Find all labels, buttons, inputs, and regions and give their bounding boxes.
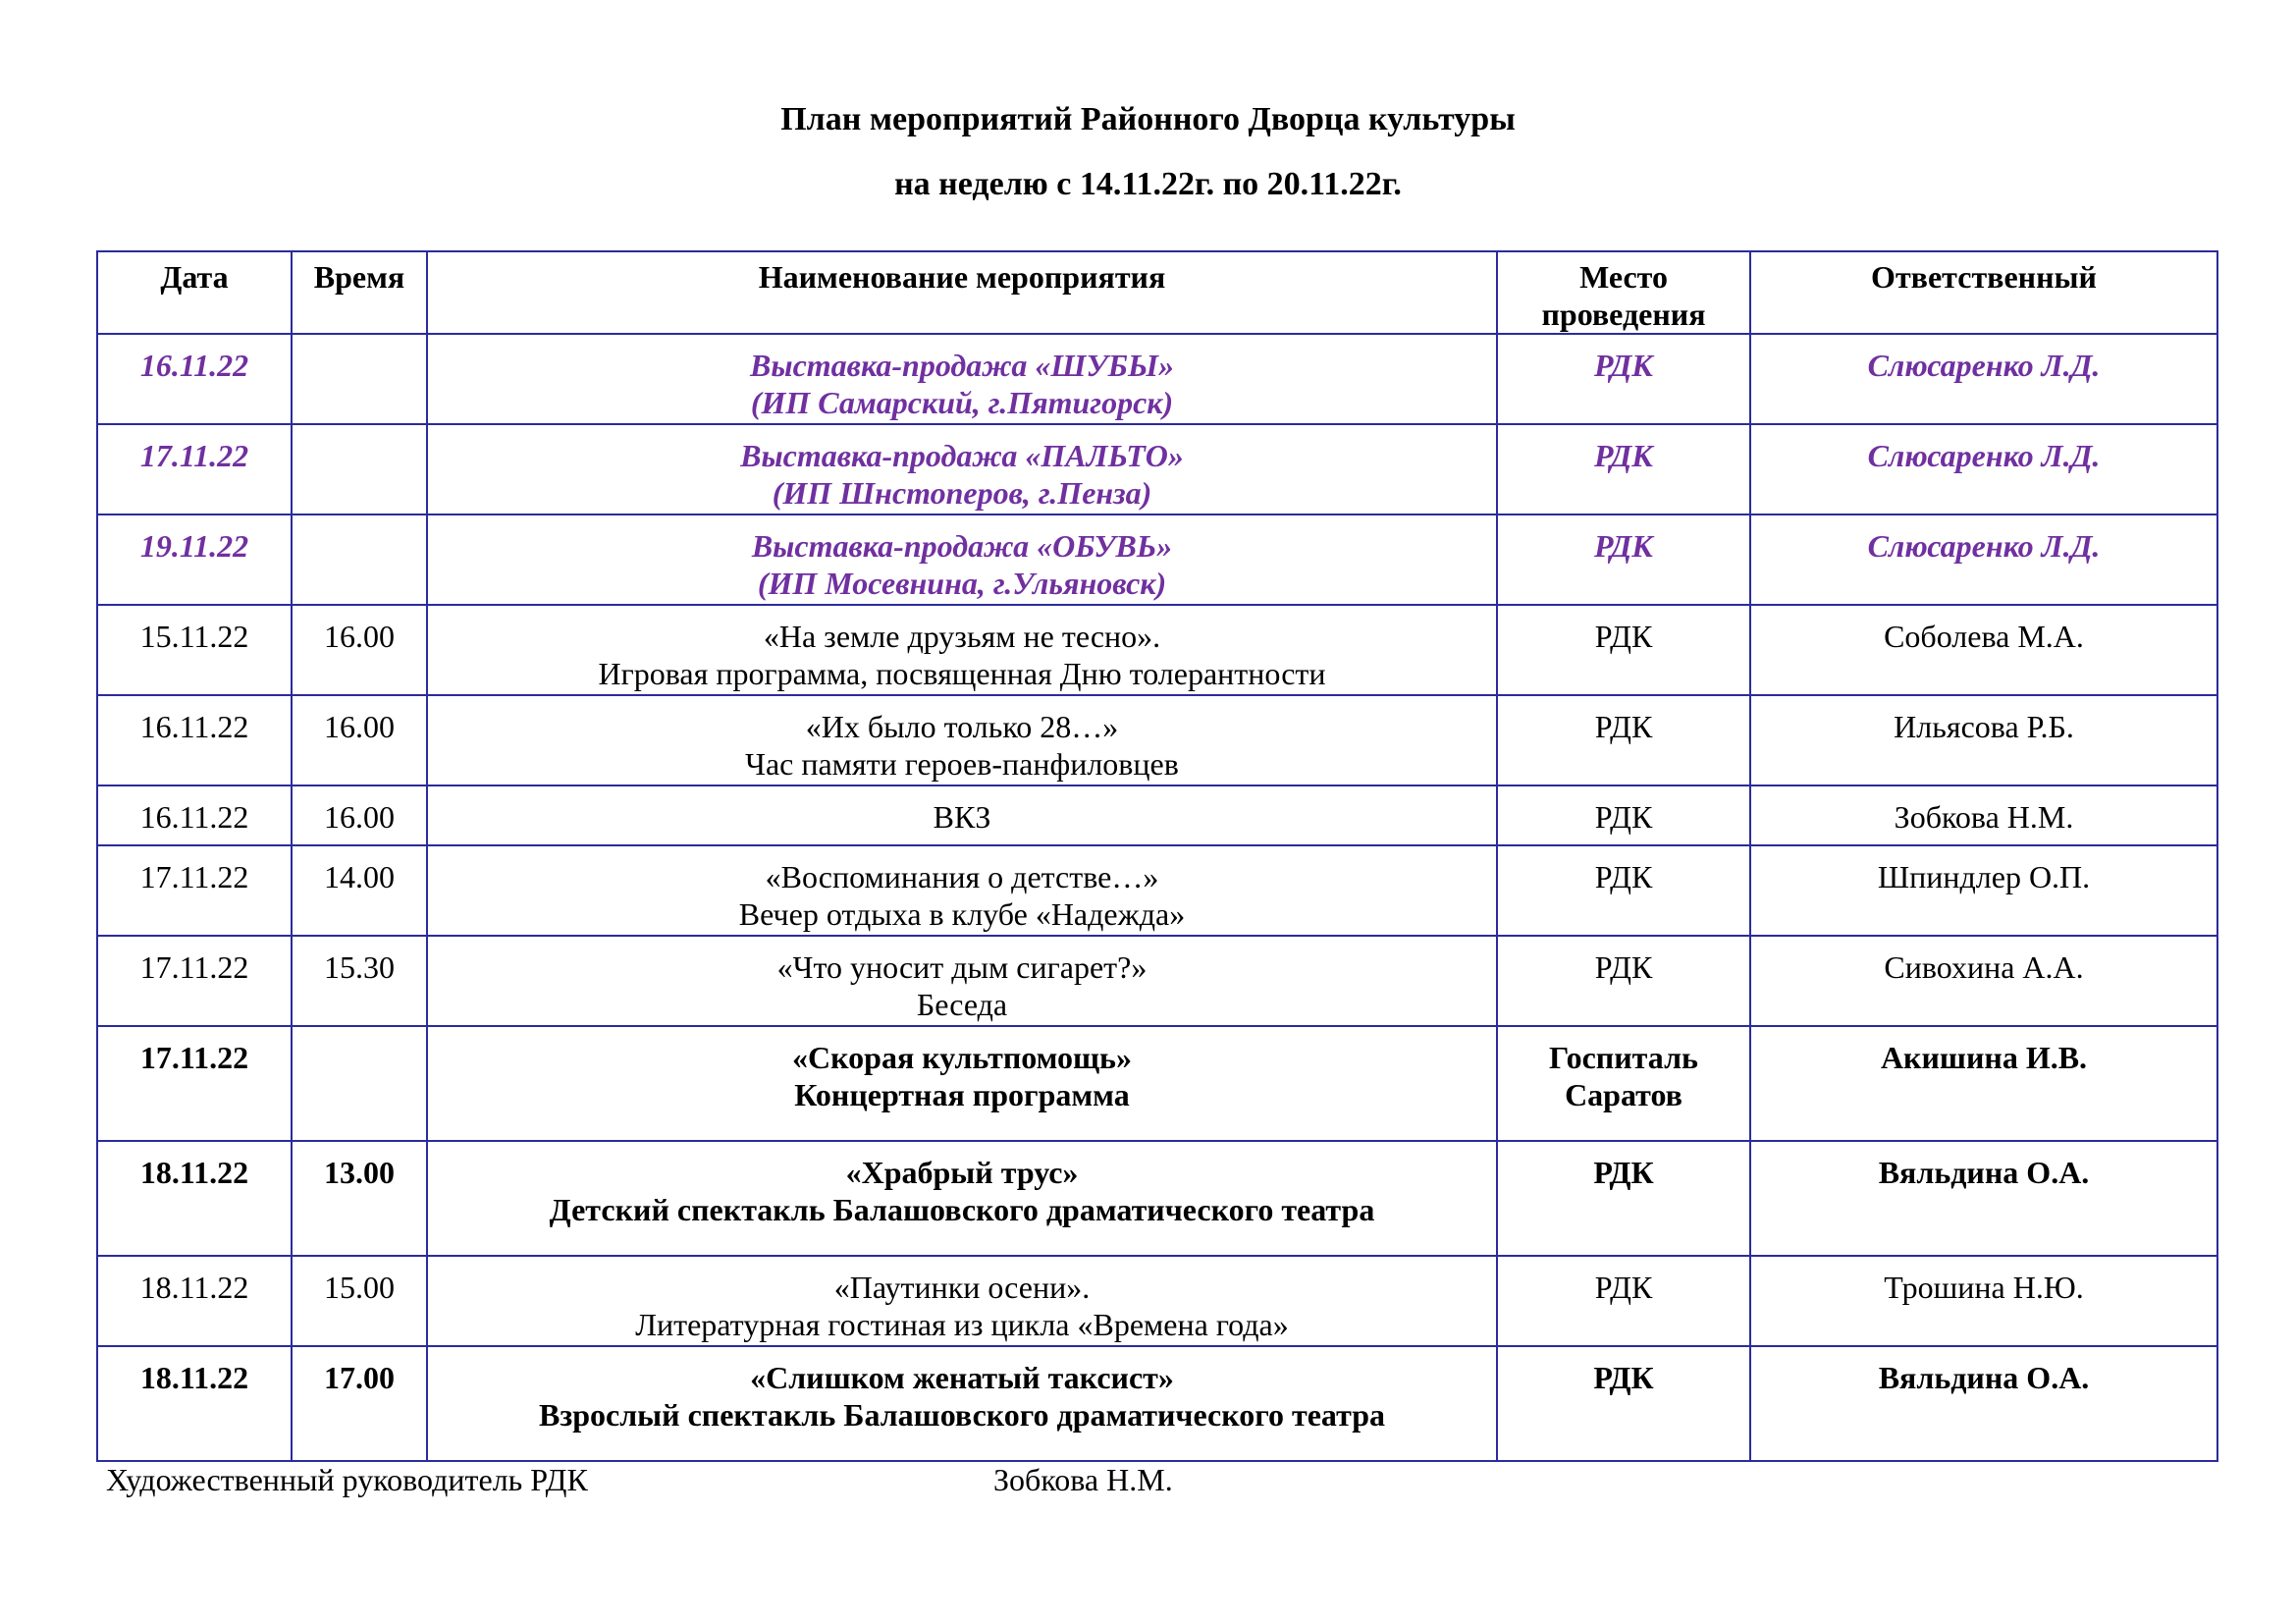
cell-time bbox=[292, 334, 427, 424]
header-time: Время bbox=[292, 251, 427, 334]
cell-date: 17.11.22 bbox=[97, 845, 292, 936]
cell-venue: РДК bbox=[1497, 1256, 1750, 1346]
event-description: Вечер отдыха в клубе «Надежда» bbox=[738, 896, 1186, 932]
event-name: «Паутинки осени». bbox=[833, 1270, 1091, 1305]
cell-event bbox=[427, 605, 1497, 695]
cell-responsible: Сивохина А.А. bbox=[1750, 936, 2217, 1026]
cell-date: 16.11.22 bbox=[97, 785, 292, 845]
event-description: Беседа bbox=[916, 987, 1008, 1022]
cell-time bbox=[292, 1026, 427, 1141]
cell-time: 16.00 bbox=[292, 785, 427, 845]
table-row bbox=[97, 1026, 2217, 1141]
cell-venue: РДК bbox=[1497, 936, 1750, 1026]
table-row bbox=[97, 1256, 2217, 1346]
event-name: Выставка-продажа «ПАЛЬТО» bbox=[740, 438, 1184, 473]
cell-venue: РДК bbox=[1497, 424, 1750, 514]
event-name: ВКЗ bbox=[933, 799, 991, 835]
header-event: Наименование мероприятия bbox=[427, 251, 1497, 334]
cell-date: 17.11.22 bbox=[97, 1026, 292, 1141]
cell-event bbox=[427, 1141, 1497, 1256]
cell-date: 15.11.22 bbox=[97, 605, 292, 695]
cell-event bbox=[427, 785, 1497, 845]
event-description: Концертная программа bbox=[794, 1077, 1130, 1112]
table-header-row bbox=[97, 251, 2217, 334]
cell-event bbox=[427, 845, 1497, 936]
cell-responsible: Слюсаренко Л.Д. bbox=[1750, 334, 2217, 424]
cell-time: 17.00 bbox=[292, 1346, 427, 1461]
event-name: «Что уносит дым сигарет?» bbox=[776, 949, 1148, 985]
event-description: Детский спектакль Балашовского драматического театра bbox=[549, 1192, 1375, 1227]
cell-time: 16.00 bbox=[292, 695, 427, 785]
cell-responsible: Акишина И.В. bbox=[1750, 1026, 2217, 1141]
signature-position: Художественный руководитель РДК bbox=[106, 1462, 588, 1497]
cell-date: 16.11.22 bbox=[97, 334, 292, 424]
events-table bbox=[96, 250, 2218, 1462]
table-row bbox=[97, 605, 2217, 695]
cell-responsible: Вяльдина О.А. bbox=[1750, 1346, 2217, 1461]
header-responsible: Ответственный bbox=[1750, 251, 2217, 334]
document-title: План мероприятий Районного Дворца культуры bbox=[780, 101, 1516, 137]
cell-time bbox=[292, 424, 427, 514]
table-row bbox=[97, 424, 2217, 514]
event-description: (ИП Мосевнина, г.Ульяновск) bbox=[757, 566, 1167, 601]
cell-venue: РДК bbox=[1497, 605, 1750, 695]
cell-date: 18.11.22 bbox=[97, 1256, 292, 1346]
cell-venue: РДК bbox=[1497, 514, 1750, 605]
table-row bbox=[97, 1346, 2217, 1461]
cell-responsible: Зобкова Н.М. bbox=[1750, 785, 2217, 845]
cell-responsible: Ильясова Р.Б. bbox=[1750, 695, 2217, 785]
event-description: Час памяти героев-панфиловцев bbox=[745, 746, 1179, 782]
cell-event bbox=[427, 514, 1497, 605]
cell-responsible: Вяльдина О.А. bbox=[1750, 1141, 2217, 1256]
cell-venue: РДК bbox=[1497, 785, 1750, 845]
table-row bbox=[97, 514, 2217, 605]
cell-responsible: Слюсаренко Л.Д. bbox=[1750, 424, 2217, 514]
header-venue: Место проведения bbox=[1497, 251, 1750, 334]
cell-event bbox=[427, 1346, 1497, 1461]
cell-date: 17.11.22 bbox=[97, 424, 292, 514]
event-name: «Скорая культпомощь» bbox=[792, 1040, 1132, 1075]
table-row bbox=[97, 1141, 2217, 1256]
event-description: (ИП Шнстоперов, г.Пенза) bbox=[772, 475, 1152, 511]
cell-date: 19.11.22 bbox=[97, 514, 292, 605]
cell-time: 15.30 bbox=[292, 936, 427, 1026]
cell-responsible: Трошина Н.Ю. bbox=[1750, 1256, 2217, 1346]
cell-time bbox=[292, 514, 427, 605]
table-row bbox=[97, 936, 2217, 1026]
cell-responsible: Шпиндлер О.П. bbox=[1750, 845, 2217, 936]
cell-date: 16.11.22 bbox=[97, 695, 292, 785]
event-description: (ИП Самарский, г.Пятигорск) bbox=[750, 385, 1174, 420]
signature-name: Зобкова Н.М. bbox=[993, 1462, 1173, 1497]
cell-date: 17.11.22 bbox=[97, 936, 292, 1026]
cell-responsible: Слюсаренко Л.Д. bbox=[1750, 514, 2217, 605]
cell-venue: РДК bbox=[1497, 1141, 1750, 1256]
cell-event bbox=[427, 424, 1497, 514]
cell-event bbox=[427, 1026, 1497, 1141]
event-name: «Храбрый трус» bbox=[845, 1155, 1079, 1190]
table-row bbox=[97, 334, 2217, 424]
cell-event bbox=[427, 936, 1497, 1026]
cell-responsible: Соболева М.А. bbox=[1750, 605, 2217, 695]
event-name: «Их было только 28…» bbox=[805, 709, 1119, 744]
table-row bbox=[97, 695, 2217, 785]
event-name: Выставка-продажа «ШУБЫ» bbox=[750, 348, 1174, 383]
cell-event bbox=[427, 1256, 1497, 1346]
cell-event bbox=[427, 695, 1497, 785]
table-row bbox=[97, 845, 2217, 936]
cell-date: 18.11.22 bbox=[97, 1346, 292, 1461]
event-name: Выставка-продажа «ОБУВЬ» bbox=[751, 528, 1173, 564]
cell-venue: РДК bbox=[1497, 334, 1750, 424]
cell-time: 14.00 bbox=[292, 845, 427, 936]
event-name: «Воспоминания о детстве…» bbox=[765, 859, 1159, 894]
event-description: Литературная гостиная из цикла «Времена года» bbox=[635, 1307, 1289, 1342]
cell-venue: РДК bbox=[1497, 1346, 1750, 1461]
event-description: Взрослый спектакль Балашовского драматического театра bbox=[539, 1397, 1385, 1433]
cell-date: 18.11.22 bbox=[97, 1141, 292, 1256]
document-subtitle: на неделю с 14.11.22г. по 20.11.22г. bbox=[894, 166, 1402, 202]
cell-venue: РДК bbox=[1497, 845, 1750, 936]
cell-event bbox=[427, 334, 1497, 424]
event-description: Игровая программа, посвященная Дню толерантности bbox=[598, 656, 1326, 691]
cell-venue: РДК bbox=[1497, 695, 1750, 785]
event-name: «На земле друзьям не тесно». bbox=[763, 619, 1161, 654]
cell-time: 13.00 bbox=[292, 1141, 427, 1256]
cell-time: 16.00 bbox=[292, 605, 427, 695]
cell-venue: Госпиталь Саратов bbox=[1497, 1026, 1750, 1141]
cell-time: 15.00 bbox=[292, 1256, 427, 1346]
table-row bbox=[97, 785, 2217, 845]
header-date: Дата bbox=[97, 251, 292, 334]
event-name: «Слишком женатый таксист» bbox=[750, 1360, 1174, 1395]
